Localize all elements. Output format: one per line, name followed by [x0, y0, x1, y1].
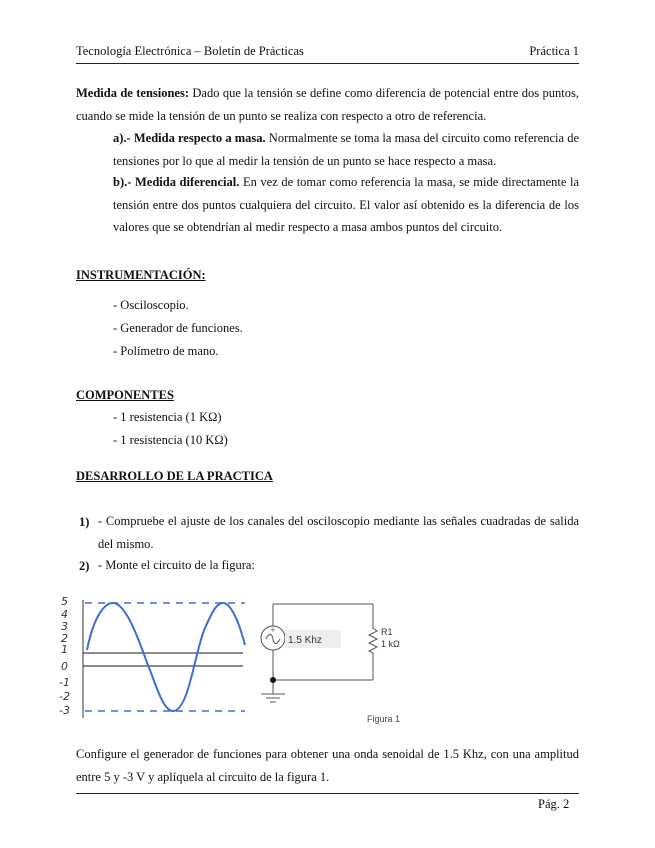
measurement-b — [113, 171, 579, 239]
instrument-item: - Polímetro de mano. — [113, 344, 219, 358]
source-label: 1.5 Khz — [288, 635, 322, 646]
axis-label: -1 — [59, 676, 70, 689]
instrument-item: - Osciloscopio. — [113, 298, 189, 312]
svg-text:+: + — [270, 626, 276, 634]
figure-caption: Figura 1 — [367, 714, 401, 724]
resistor-name: R1 — [381, 627, 393, 637]
axis-label: 2 — [61, 632, 68, 645]
step-text: - Monte el circuito de la figura: — [98, 558, 255, 572]
component-item: - 1 resistencia (1 KΩ) — [113, 410, 222, 424]
ground-node — [270, 677, 276, 683]
page-number: Pág. 2 — [538, 797, 570, 811]
sine-wave — [87, 603, 245, 711]
component-item: - 1 resistencia (10 KΩ) — [113, 433, 228, 447]
measurement-a-text: Normalmente se toma la masa del circuito como referencia de tensiones por lo que al medir la tensión de un punto se hace respecto a masa. — [113, 131, 579, 168]
circuit-figure — [55, 590, 415, 725]
measurement-b-text: En vez de tomar como referencia la masa, se mide directamente la tensión entre dos puntos cualquiera del circuito. El valor así obtenido es la diferencia de los valores que se obtendrían al medir respecto a masa ambos puntos del circuito. — [113, 175, 579, 234]
measurement-b-title: b).- Medida diferencial. — [113, 175, 240, 189]
axis-label: 5 — [61, 595, 68, 608]
components-heading: COMPONENTES — [76, 388, 174, 402]
instruction-paragraph: Configure el generador de funciones para obtener una onda senoidal de 1.5 Khz, con una amplitud entre 5 y -3 V y aplíquela al circuito de la figura 1. — [76, 747, 579, 784]
axis-label: -3 — [59, 704, 70, 717]
instrumentation-heading: INSTRUMENTACIÓN: — [76, 268, 206, 282]
measurement-text: Dado que la tensión se define como diferencia de potencial entre dos puntos, cuando se mide la tensión de un punto se realiza con respecto a otro de referencia. — [76, 86, 580, 123]
step-number: 2) — [79, 559, 90, 573]
axis-label: -2 — [59, 690, 70, 703]
resistor-value: 1 kΩ — [381, 639, 400, 649]
footer-rule — [76, 793, 579, 794]
page-header — [76, 44, 579, 64]
resistor-symbol — [369, 626, 377, 656]
practice-label: Práctica 1 — [529, 44, 579, 58]
step-number: 1) — [79, 515, 90, 529]
document-title: Tecnología Electrónica – Boletín de Prácticas — [76, 44, 304, 58]
measurement-title: Medida de tensiones: — [76, 86, 190, 100]
header-rule — [76, 63, 579, 64]
ac-wave-icon — [266, 635, 280, 644]
measurement-a — [113, 127, 579, 172]
axis-label: 4 — [61, 608, 68, 621]
axis-label: 1 — [61, 643, 68, 656]
development-heading: DESARROLLO DE LA PRACTICA — [76, 469, 273, 483]
step-text: - Compruebe el ajuste de los canales del osciloscopio mediante las señales cuadradas de salida del mismo. — [98, 514, 579, 551]
axis-label: 3 — [61, 620, 68, 633]
measurement-paragraph — [76, 82, 579, 127]
measurement-a-title: a).- Medida respecto a masa. — [113, 131, 266, 145]
instrument-item: - Generador de funciones. — [113, 321, 243, 335]
axis-label: 0 — [61, 660, 68, 673]
